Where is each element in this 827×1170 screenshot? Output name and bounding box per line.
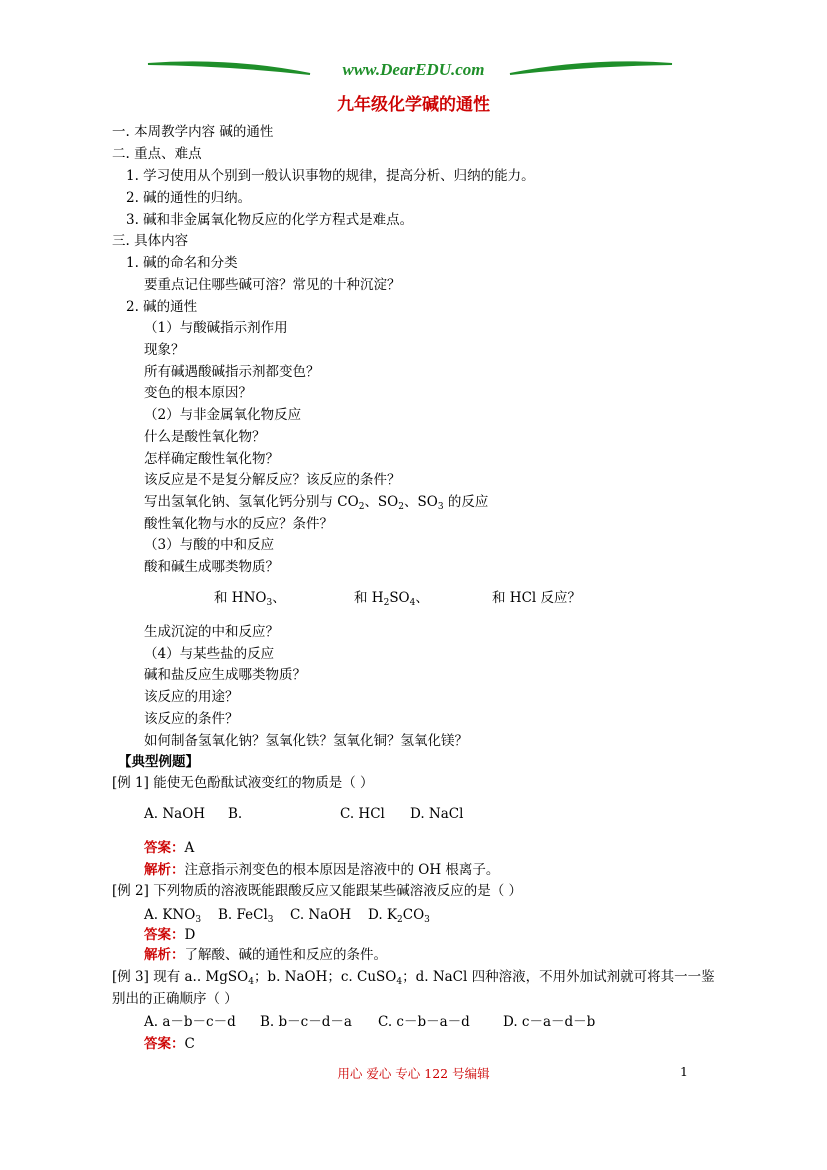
example-1-option-b: B. [228,806,243,822]
text-line: 什么是酸性氧化物？ [144,429,266,445]
text-line: 该反应是不是复分解反应？该反应的条件？ [144,472,401,488]
example-2-explanation: 解析：了解酸、碱的通性和反应的条件。 [144,947,387,963]
example-2-option-d: D. $K_2CO_3$ [368,907,430,925]
subitem-2: （2）与非金属氧化物反应 [144,407,302,423]
point-3: 3. 碱和非金属氧化物反应的化学方程式是难点。 [126,212,414,228]
example-1-option-a: A. NaOH [144,806,206,822]
text-line: 酸性氧化物与水的反应？条件？ [144,516,333,532]
example-3-question-cont: 别出的正确顺序（ ） [112,991,238,1007]
text-line: 生成沉淀的中和反应？ [144,624,279,640]
oxide-reaction-line: 写出氢氧化钠、氢氧化钙分别与 $CO_2$、$SO_2$、$SO_3$ 的反应 [144,494,489,512]
example-3-option-b: B. b－c－d－a [260,1014,352,1030]
example-2-question: [例 2] 下列物质的溶液既能跟酸反应又能跟某些碱溶液反应的是（ ） [112,883,522,899]
example-3-question: [例 3] 现有 a.. MgSO$_4$；b. NaOH；c. CuSO$_4$；d. NaCl 四种溶液，不用外加试剂就可将其一一鉴 [112,969,715,987]
example-2-option-c: C. NaOH [290,907,352,923]
subitem-1: （1）与酸碱指示剂作用 [144,320,288,336]
text-line: 所有碱遇酸碱指示剂都变色？ [144,364,320,380]
example-3-option-a: A. a－b－c－d [144,1014,236,1030]
example-1-option-c: C. HCl [340,806,385,822]
item-1: 1. 碱的命名和分类 [126,255,238,271]
text-line: 要重点记住哪些碱可溶？常见的十种沉淀？ [144,277,401,293]
text-line: 怎样确定酸性氧化物？ [144,451,279,467]
footer-text: 用心 爱心 专心 122 号编辑 [337,1066,490,1081]
example-1-option-d: D. NaCl [410,806,464,822]
acid-h2so4: 和 $H_2SO_4$、 [354,590,429,608]
example-1-answer: 答案：A [144,840,195,856]
text-line: 酸和碱生成哪类物质？ [144,559,279,575]
section-1: 一. 本周教学内容 碱的通性 [112,124,274,140]
example-2-option-b: B. FeCl$_3$ [218,907,274,925]
acid-hno3: 和 $HNO_3$、 [214,590,286,608]
subitem-4: （4）与某些盐的反应 [144,646,275,662]
section-2: 二. 重点、难点 [112,146,202,162]
text-line: 变色的根本原因？ [144,385,252,401]
point-1: 1. 学习使用从个别到一般认识事物的规律，提高分析、归纳的能力。 [126,168,535,184]
text-line: 现象？ [144,342,185,358]
subitem-3: （3）与酸的中和反应 [144,537,275,553]
example-2-option-a: A. $KNO_3$ [144,907,202,925]
text-line: 该反应的条件？ [144,711,239,727]
example-2-answer: 答案：D [144,927,196,943]
example-3-option-d: D. c－a－d－b [503,1014,596,1030]
text-line: 如何制备氢氧化钠？氢氧化铁？氢氧化铜？氢氧化镁？ [144,733,468,749]
point-2: 2. 碱的通性的归纳。 [126,190,252,206]
site-logo-text[interactable]: www.DearEDU.com [342,60,485,79]
example-1-explanation: 解析：注意指示剂变色的根本原因是溶液中的 OH 根离子。 [144,862,500,878]
text-line: 该反应的用途？ [144,689,239,705]
section-3: 三. 具体内容 [112,233,189,249]
example-3-option-c: C. c－b－a－d [378,1014,470,1030]
examples-heading: 【典型例题】 [118,754,199,770]
page-title: 九年级化学碱的通性 [337,95,490,115]
item-2: 2. 碱的通性 [126,299,198,315]
acid-hcl: 和 HCl 反应？ [492,590,582,606]
text-line: 碱和盐反应生成哪类物质？ [144,667,306,683]
page-number: 1 [680,1064,688,1079]
example-1-question: [例 1] 能使无色酚酞试液变红的物质是（ ） [112,775,374,791]
example-3-answer: 答案：C [144,1036,195,1052]
